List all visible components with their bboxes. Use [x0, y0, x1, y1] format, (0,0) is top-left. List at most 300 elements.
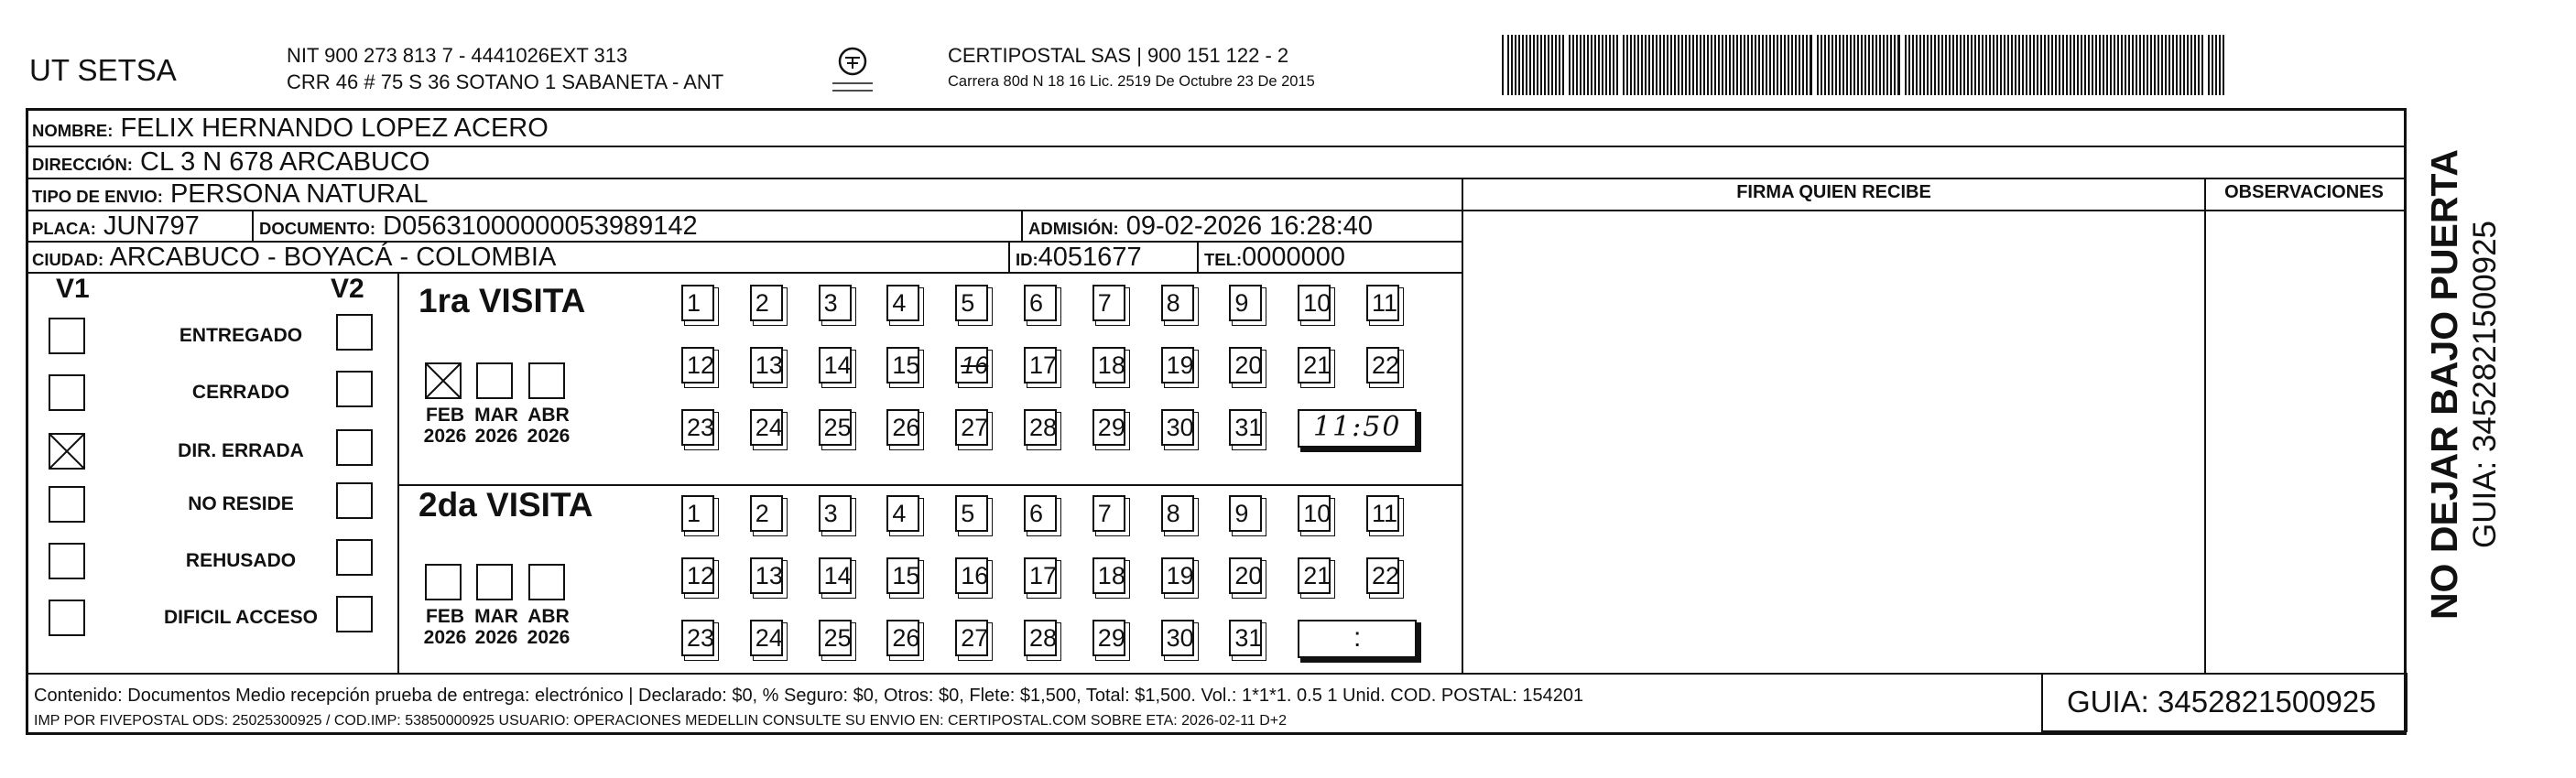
day-checkbox[interactable]: 5 [955, 495, 988, 532]
barcode-bar [1616, 35, 1618, 95]
barcode-bar [1886, 35, 1888, 95]
barcode-bar [2154, 35, 2156, 95]
day-checkbox[interactable]: 7 [1092, 495, 1125, 532]
month-checkbox[interactable] [476, 362, 513, 399]
month-checkbox[interactable] [528, 362, 565, 399]
barcode-bar [2015, 35, 2016, 95]
side-warning: NO DEJAR BAJO PUERTA [2423, 148, 2465, 621]
day-checkbox[interactable]: 25 [819, 620, 852, 656]
barcode-bar [2110, 35, 2112, 95]
day-checkbox[interactable]: 31 [1229, 620, 1262, 656]
barcode-bar [1714, 35, 1716, 95]
barcode-bar [1773, 35, 1775, 95]
barcode-bar [1934, 35, 1936, 95]
barcode-bar [2088, 35, 2090, 95]
barcode-bar [1587, 35, 1589, 95]
barcode-bar [1861, 35, 1863, 95]
barcode-bar [1762, 35, 1764, 95]
barcode-bar [2055, 35, 2057, 95]
day-checkbox[interactable]: 23 [681, 620, 714, 656]
day-checkbox[interactable]: 17 [1024, 347, 1057, 384]
barcode-bar [1645, 35, 1647, 95]
status-label: CERRADO [191, 382, 290, 403]
barcode-bar [2103, 35, 2104, 95]
day-checkbox[interactable]: 2 [750, 495, 783, 532]
barcode-bar [2161, 35, 2163, 95]
barcode-bar [1777, 35, 1778, 95]
firma-header: FIRMA QUIEN RECIBE [1736, 182, 1931, 202]
id-label: ID: [1016, 250, 1038, 269]
day-checkbox[interactable]: 9 [1229, 495, 1262, 532]
barcode-bar [1989, 35, 1991, 95]
month-checkbox[interactable] [425, 362, 462, 399]
barcode-bar [2022, 35, 2024, 95]
barcode-bar [2150, 35, 2152, 95]
day-checkbox[interactable]: 18 [1092, 557, 1125, 594]
day-checkbox[interactable]: 15 [886, 557, 919, 594]
placa-field [32, 211, 200, 243]
barcode-bar [1769, 35, 1771, 95]
barcode-bar [1551, 35, 1553, 95]
barcode-bar [2139, 35, 2141, 95]
barcode-bar [2201, 35, 2203, 95]
barcode-bar [2147, 35, 2148, 95]
day-checkbox[interactable]: 7 [1092, 285, 1125, 321]
status-label: ENTREGADO [179, 325, 303, 346]
documento-value: D05631000000053989142 [383, 211, 698, 241]
barcode-bar [1591, 35, 1592, 95]
barcode-bar [1919, 35, 1921, 95]
day-checkbox[interactable]: 24 [750, 409, 783, 446]
barcode-bar [1533, 35, 1535, 95]
day-checkbox[interactable]: 14 [819, 347, 852, 384]
barcode-bar [2215, 35, 2217, 95]
carrier-license: Carrera 80d N 18 16 Lic. 2519 De Octubre 23 De 2015 [948, 73, 1315, 90]
barcode-bar [1857, 35, 1859, 95]
barcode-bar [2095, 35, 2097, 95]
ciudad-value: ARCABUCO - BOYACÁ - COLOMBIA [109, 243, 557, 272]
day-checkbox[interactable]: 3 [819, 285, 852, 321]
barcode-bar [1583, 35, 1585, 95]
side-guia: GUIA: 3452821500925 [2467, 220, 2503, 549]
day-checkbox[interactable]: 30 [1161, 620, 1194, 656]
barcode-bar [2004, 35, 2005, 95]
barcode-bar [1663, 35, 1665, 95]
delivery-form [26, 108, 2407, 735]
day-checkbox[interactable]: 11 [1366, 285, 1399, 321]
day-checkbox[interactable]: 8 [1161, 495, 1194, 532]
day-checkbox[interactable]: 12 [681, 557, 714, 594]
barcode-bar [1511, 35, 1513, 95]
barcode-bar [2048, 35, 2049, 95]
barcode-bar [1952, 35, 1954, 95]
day-checkbox[interactable]: 10 [1298, 285, 1331, 321]
day-checkbox[interactable]: 8 [1161, 285, 1194, 321]
barcode-bar [2106, 35, 2108, 95]
barcode-bar [1806, 35, 1808, 95]
barcode-bar [2136, 35, 2137, 95]
barcode-bar [1927, 35, 1929, 95]
barcode-bar [1696, 35, 1698, 95]
barcode-bar [1799, 35, 1800, 95]
month-label: MAR 2026 [474, 405, 518, 447]
barcode-bar [2219, 35, 2221, 95]
day-checkbox[interactable]: 1 [681, 285, 714, 321]
barcode-bar [2132, 35, 2134, 95]
v1-checkbox[interactable] [49, 374, 85, 411]
day-checkbox[interactable]: 28 [1024, 620, 1057, 656]
barcode-bar [2212, 35, 2213, 95]
barcode-bar [2026, 35, 2027, 95]
day-checkbox[interactable]: 31 [1229, 409, 1262, 446]
barcode-bar [1598, 35, 1600, 95]
tel-field [1204, 243, 1345, 275]
carrier-nit: CERTIPOSTAL SAS | 900 151 122 - 2 [948, 44, 1289, 67]
barcode-bar [1923, 35, 1925, 95]
barcode-bar [2099, 35, 2101, 95]
visit2-title: 2da VISITA [418, 486, 593, 524]
barcode-bar [1667, 35, 1668, 95]
barcode-bar [1842, 35, 1844, 95]
barcode-bar [2183, 35, 2185, 95]
barcode-bar [1747, 35, 1749, 95]
id-field [1016, 243, 1142, 275]
barcode-bar [1831, 35, 1833, 95]
barcode-bar [2190, 35, 2192, 95]
day-checkbox[interactable]: 14 [819, 557, 852, 594]
barcode-bar [1634, 35, 1636, 95]
day-checkbox[interactable]: 13 [750, 347, 783, 384]
barcode-bar [1544, 35, 1546, 95]
tipo-envio-field [32, 179, 428, 211]
barcode-bar [1685, 35, 1687, 95]
barcode-bar [1853, 35, 1855, 95]
day-checkbox[interactable]: 15 [886, 347, 919, 384]
day-checkbox[interactable]: 29 [1092, 620, 1125, 656]
status-label: REHUSADO [185, 550, 297, 571]
v1-checkbox[interactable] [49, 600, 85, 636]
tel-label: TEL: [1204, 250, 1243, 269]
barcode-bar [2051, 35, 2053, 95]
day-checkbox[interactable]: 4 [886, 285, 919, 321]
barcode-bar [1594, 35, 1596, 95]
barcode-bar [1613, 35, 1614, 95]
barcode-bar [1755, 35, 1756, 95]
barcode-bar [1740, 35, 1742, 95]
barcode-bar [1576, 35, 1578, 95]
barcode-bar [1692, 35, 1694, 95]
barcode-bar [1548, 35, 1549, 95]
side-label [2408, 119, 2518, 650]
barcode-bar [1515, 35, 1516, 95]
barcode-bar [1894, 35, 1896, 95]
day-checkbox[interactable]: 2 [750, 285, 783, 321]
barcode-bar [2033, 35, 2035, 95]
barcode-bar [2073, 35, 2075, 95]
tipo-envio-label: TIPO DE ENVIO: [32, 187, 163, 206]
barcode-bar [1993, 35, 1994, 95]
barcode-bar [2040, 35, 2042, 95]
barcode-bar [1580, 35, 1581, 95]
guia-box: GUIA: 3452821500925 [2041, 673, 2408, 732]
barcode-bar [1791, 35, 1793, 95]
barcode-bar [1810, 35, 1812, 95]
barcode-bar [1555, 35, 1557, 95]
barcode-bar [2037, 35, 2038, 95]
barcode-bar [1956, 35, 1958, 95]
barcode-bar [1733, 35, 1734, 95]
status-label: DIR. ERRADA [178, 440, 304, 461]
barcode-bar [1879, 35, 1881, 95]
barcode-bar [2077, 35, 2079, 95]
day-checkbox[interactable]: 24 [750, 620, 783, 656]
barcode-bar [1602, 35, 1603, 95]
day-checkbox[interactable]: 9 [1229, 285, 1262, 321]
barcode-bar [1996, 35, 1998, 95]
ciudad-label: CIUDAD: [32, 250, 104, 269]
barcode-bar [1656, 35, 1658, 95]
v1-checkbox[interactable] [49, 543, 85, 579]
day-checkbox[interactable]: 5 [955, 285, 988, 321]
day-checkbox[interactable]: 3 [819, 495, 852, 532]
day-checkbox[interactable]: 21 [1298, 557, 1331, 594]
month-label: MAR 2026 [474, 606, 518, 648]
barcode-bar [2081, 35, 2082, 95]
barcode-bar [2117, 35, 2119, 95]
month-label: FEB 2026 [423, 606, 467, 648]
barcode-bar [1718, 35, 1720, 95]
barcode-bar [1930, 35, 1932, 95]
barcode-bar [2187, 35, 2189, 95]
nombre-field [32, 113, 549, 146]
barcode-bar [1897, 35, 1900, 95]
day-checkbox[interactable]: 4 [886, 495, 919, 532]
placa-label: PLACA: [32, 219, 96, 238]
barcode-bar [1707, 35, 1709, 95]
day-checkbox[interactable]: 6 [1024, 285, 1057, 321]
direccion-field [32, 147, 429, 179]
direccion-value: CL 3 N 678 ARCABUCO [140, 147, 430, 177]
status-label: DIFICIL ACCESO [163, 607, 318, 628]
nombre-value: FELIX HERNANDO LOPEZ ACERO [120, 113, 549, 143]
placa-value: JUN797 [103, 211, 200, 241]
day-checkbox[interactable]: 26 [886, 409, 919, 446]
barcode-bar [2011, 35, 2013, 95]
barcode-bar [1963, 35, 1965, 95]
barcode-bar [1507, 35, 1509, 95]
month-checkbox[interactable] [528, 564, 565, 600]
barcode-bar [1864, 35, 1866, 95]
barcode-bar [1722, 35, 1723, 95]
day-checkbox[interactable]: 13 [750, 557, 783, 594]
month-checkbox[interactable] [425, 564, 462, 600]
barcode-bar [2070, 35, 2071, 95]
v2-header: V2 [331, 274, 364, 304]
barcode-bar [1802, 35, 1804, 95]
day-checkbox[interactable]: 11 [1366, 495, 1399, 532]
v1-checkbox[interactable] [49, 433, 85, 470]
barcode-bar [1670, 35, 1672, 95]
barcode-bar [1572, 35, 1574, 95]
barcode-bar [2194, 35, 2196, 95]
ciudad-field [32, 243, 556, 275]
day-checkbox[interactable]: 17 [1024, 557, 1057, 594]
day-checkbox[interactable]: 21 [1298, 347, 1331, 384]
company-info [287, 42, 723, 95]
barcode-bar [1824, 35, 1826, 95]
barcode-bar [1526, 35, 1527, 95]
day-checkbox[interactable]: 6 [1024, 495, 1057, 532]
observaciones-header: OBSERVACIONES [2224, 182, 2384, 202]
barcode-bar [1502, 35, 1504, 95]
barcode-bar [1835, 35, 1837, 95]
v1-checkbox[interactable] [49, 318, 85, 354]
barcode-bar [1623, 35, 1625, 95]
barcode-bar [1641, 35, 1643, 95]
barcode-bar [2084, 35, 2086, 95]
barcode-bar [1674, 35, 1676, 95]
documento-label: DOCUMENTO: [259, 219, 376, 238]
day-checkbox[interactable]: 27 [955, 409, 988, 446]
month-label: ABR 2026 [527, 405, 571, 447]
day-checkbox[interactable]: 1 [681, 495, 714, 532]
barcode-bar [1569, 35, 1571, 95]
barcode-bar [1850, 35, 1852, 95]
day-checkbox[interactable]: 20 [1229, 347, 1262, 384]
direccion-label: DIRECCIÓN: [32, 155, 133, 174]
barcode-bar [1537, 35, 1538, 95]
barcode-bar [1828, 35, 1830, 95]
barcode-bar [1648, 35, 1650, 95]
barcode-bar [1729, 35, 1731, 95]
nombre-label: NOMBRE: [32, 121, 114, 140]
barcode-bar [1518, 35, 1520, 95]
status-label: NO RESIDE [188, 493, 294, 514]
day-checkbox[interactable]: 20 [1229, 557, 1262, 594]
barcode-bar [1817, 35, 1819, 95]
barcode-bar [2128, 35, 2130, 95]
barcode-bar [1659, 35, 1661, 95]
barcode-bar [2092, 35, 2093, 95]
barcode-bar [1971, 35, 1973, 95]
v1-header: V1 [56, 274, 90, 304]
barcode-bar [1949, 35, 1951, 95]
barcode-bar [1945, 35, 1947, 95]
barcode-bar [1916, 35, 1918, 95]
barcode-bar [1788, 35, 1789, 95]
day-checkbox[interactable]: 16 [955, 347, 988, 384]
time-field[interactable]: 11:50 [1298, 409, 1417, 448]
barcode-bar [2179, 35, 2181, 95]
company-nit: NIT 900 273 813 7 - 4441026EXT 313 [287, 44, 628, 67]
barcode-bar [2059, 35, 2060, 95]
day-checkbox[interactable]: 25 [819, 409, 852, 446]
barcode-bar [1744, 35, 1745, 95]
barcode-bar [1522, 35, 1524, 95]
barcode-bar [2168, 35, 2170, 95]
barcode-bar [1974, 35, 1976, 95]
barcode-bar [1736, 35, 1738, 95]
barcode-bar [2208, 35, 2210, 95]
barcode-bar [1912, 35, 1914, 95]
day-checkbox[interactable]: 28 [1024, 409, 1057, 446]
barcode-bar [1875, 35, 1877, 95]
barcode-bar [1689, 35, 1690, 95]
barcode-bar [1872, 35, 1874, 95]
barcode-bar [2044, 35, 2046, 95]
day-checkbox[interactable]: 19 [1161, 347, 1194, 384]
footer-contenido: Contenido: Documentos Medio recepción prueba de entrega: electrónico | Declarado: $0, % Seguro: $0, Otros: $0, Flete: $1,500, Total: $1,500. Vol.: 1*1*1. 0.5 1 Unid. COD. POSTAL: 154201 [34, 686, 1584, 706]
day-checkbox[interactable]: 12 [681, 347, 714, 384]
barcode-bar [1626, 35, 1628, 95]
company-address: CRR 46 # 75 S 36 SOTANO 1 SABANETA - ANT [287, 70, 724, 93]
day-checkbox[interactable]: 30 [1161, 409, 1194, 446]
day-checkbox[interactable]: 22 [1366, 557, 1399, 594]
admision-field [1028, 211, 1373, 243]
barcode-bar [2158, 35, 2159, 95]
day-checkbox[interactable]: 26 [886, 620, 919, 656]
barcode-bar [1978, 35, 1980, 95]
barcode-bar [1883, 35, 1885, 95]
barcode-bar [1700, 35, 1701, 95]
barcode-bar [2000, 35, 2002, 95]
barcode-bar [2062, 35, 2064, 95]
barcode-bar [1784, 35, 1786, 95]
barcode-bar [1559, 35, 1560, 95]
barcode-bar [1780, 35, 1782, 95]
barcode-bar [2121, 35, 2123, 95]
barcode-bar [1605, 35, 1607, 95]
barcode-bar [2018, 35, 2020, 95]
tipo-envio-value: PERSONA NATURAL [169, 179, 429, 209]
day-checkbox[interactable]: 19 [1161, 557, 1194, 594]
time-field[interactable]: : [1298, 620, 1417, 658]
barcode-bar [1941, 35, 1943, 95]
day-checkbox[interactable]: 22 [1366, 347, 1399, 384]
barcode-bar [2223, 35, 2224, 95]
day-checkbox[interactable]: 27 [955, 620, 988, 656]
day-checkbox[interactable]: 23 [681, 409, 714, 446]
barcode-bar [1678, 35, 1679, 95]
footer-imp: IMP POR FIVEPOSTAL ODS: 25025300925 / COD.IMP: 53850000925 USUARIO: OPERACIONES MEDELLIN CONSULTE SU ENVIO EN: CERTIPOSTAL.COM SOBRE ETA: 2026-02-11 D+2 [34, 713, 1288, 729]
month-checkbox[interactable] [476, 564, 513, 600]
barcode-bar [1637, 35, 1639, 95]
barcode-bar [1795, 35, 1797, 95]
day-checkbox[interactable]: 29 [1092, 409, 1125, 446]
day-checkbox[interactable]: 10 [1298, 495, 1331, 532]
barcode-bar [1758, 35, 1760, 95]
barcode-bar [2114, 35, 2115, 95]
barcode-bar [1681, 35, 1683, 95]
barcode-bar [1529, 35, 1531, 95]
barcode-bar [1868, 35, 1870, 95]
day-checkbox[interactable]: 16 [955, 557, 988, 594]
barcode-bar [2198, 35, 2200, 95]
day-checkbox[interactable]: 18 [1092, 347, 1125, 384]
barcode-bar [1938, 35, 1940, 95]
barcode-bar [2143, 35, 2145, 95]
carrier-info [948, 42, 1315, 95]
barcode-bar [1725, 35, 1727, 95]
barcode-bar [1703, 35, 1705, 95]
barcode-bar [1967, 35, 1969, 95]
v1-checkbox[interactable] [49, 486, 85, 523]
barcode-bar [1960, 35, 1962, 95]
barcode-bar [2176, 35, 2178, 95]
id-value: 4051677 [1038, 243, 1142, 272]
barcode-bar [1821, 35, 1822, 95]
barcode-bar [2172, 35, 2174, 95]
